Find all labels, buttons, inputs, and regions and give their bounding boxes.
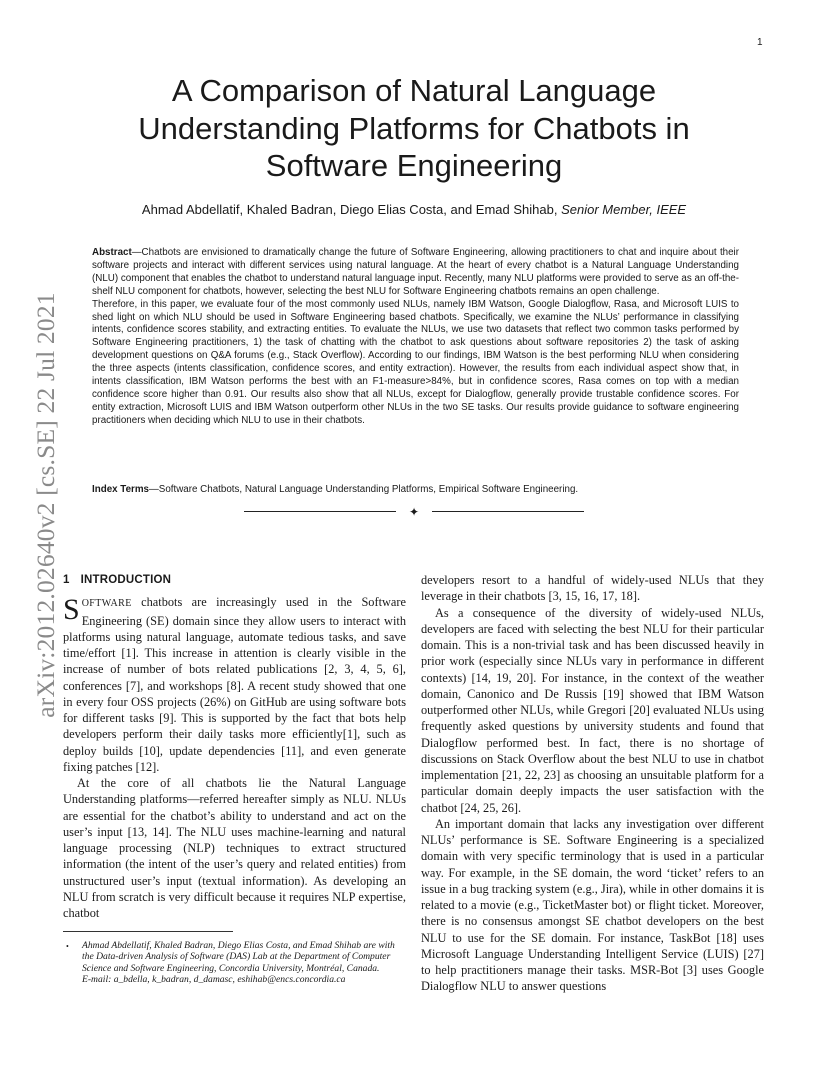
intro-paragraph-1 [63,594,406,775]
abstract-paragraph-2: Therefore, in this paper, we evaluate four of the most commonly used NLUs, namely IBM Watson, Google Dialogflow, Rasa, and Microsoft LUIS to shed light on which NLU should be used in Software Engineering based chatbots. Specifically, we examine the NLUs’ performance in classifying intents, confidence scores stability, and extracting entities. To evaluate the NLUs, we use two datasets that reflect two common tasks performed by Software Engineering practitioners, 1) the task of chatting with the chatbot to ask questions about software repositories 2) the task of asking development questions on Q&A forums (e.g., Stack Overflow). According to our findings, IBM Watson is the best performing NLU when considering the three aspects (intents classification, confidence scores, and entity extraction). However, the results from each individual aspect show that, in intents classification, IBM Watson performs the best with an F1-measure>84%, but in confidence scores, Rasa comes on top with a median confidence score higher than 0.91. Our results also show that all NLUs, except for Dialogflow, generally provide trustable confidence scores. For entity extraction, Microsoft LUIS and IBM Watson outperform other NLUs in the two SE tasks. Our results provide guidance to software engineering practitioners when deciding which NLU to use in their chatbots. [92,298,739,426]
index-terms [92,484,739,495]
abstract-text-1: —Chatbots are envisioned to dramatically change the future of Software Engineering, allowing practitioners to chat and inquire about their software projects and interact with different services using natural language. At the heart of every chatbot is a Natural Language Understanding (NLU) component that enables the chatbot to understand natural language input. Recently, many NLU platforms were provided to serve as an off-the-shelf NLU component for chatbots, however, selecting the best NLU for Software Engineering chatbots remains an open challenge. [92,247,739,297]
divider-line-left [244,511,396,512]
smallcaps-word: OFTWARE [81,598,132,610]
section-divider [244,505,584,519]
footnote-text: Ahmad Abdellatif, Khaled Badran, Diego Elias Costa, and Emad Shihab are with the Data-driven Analysis of Software (DAS) Lab at the Department of Computer Science and Software Engineering, Concordia University, Montréal, Canada. [82,940,395,974]
page-number: 1 [757,37,763,48]
intro-paragraph-1-text: chatbots are increasingly used in the Software Engineering (SE) domain since they allow users to interact with platforms using natural language, automate tedious tasks, and save time/effort [1]. This increase in attention is clearly visible in the increase of number of bots related publications [2, 3, 4, 5, 6], conferences [7], and workshops [8]. A recent study showed that one in every four OSS projects (26%) on GitHub are using software bots for different tasks [9]. This is supported by the fact that bots help developers perform their daily tasks more efficiently[1], such as deploy builds [10], update dependencies [11], and even generate fixing patches [12]. [63,595,406,774]
dropcap: S [63,593,80,627]
paper-title: A Comparison of Natural Language Understanding Platforms for Chatbots in Software Engineering [138,73,690,183]
diamond-icon: ✦ [408,505,420,519]
index-terms-text: —Software Chatbots, Natural Language Understanding Platforms, Empirical Software Engineering. [149,484,579,495]
right-paragraph-2: As a consequence of the diversity of widely-used NLUs, developers are faced with selecting the best NLU for their particular domain. This is a non-trivial task and has been discussed heavily in prior work (especially since NLUs vary in performance in different contexts) [14, 19, 20]. For instance, in the context of the weather domain, Canonico and De Russis [19] showed that IBM Watson outperformed other NLUs, while Gregori [20] evaluated NLUs using frequently asked questions by university students and found that Dialogflow performed best. In fact, there is no shortage of discussions on Stack Overflow about the best NLU to use in chatbot implementation [21, 22, 23] as choosing an unsuitable platform for a particular domain deeply impacts the user satisfaction with the chatbot [24, 25, 26]. [421,605,764,815]
abstract-paragraph-1 [92,247,739,299]
author-names: Ahmad Abdellatif, Khaled Badran, Diego Elias Costa, and Emad Shihab, [141,202,562,217]
section-title: INTRODUCTION [80,574,172,586]
footnote-email: E-mail: a_bdella, k_badran, d_damasc, eshihab@encs.concordia.ca [82,974,346,986]
author-membership: Senior Member, IEEE [561,202,687,217]
intro-paragraph-2: At the core of all chatbots lie the Natural Language Understanding platforms—referred hereafter simply as NLU. NLUs are essential for the chatbot’s ability to understand and act on the user’s input [13, 14]. The NLU uses machine-learning and natural language processing (NLP) techniques to extract structured information (the intent of the user’s query and related entities) from unstructured user’s input (textual information). As developing an NLU from scratch is very difficult because it requires NLP expertise, chatbot [63,776,406,920]
right-paragraph-1: developers resort to a handful of widely-used NLUs that they leverage in their chatbots [3, 15, 16, 17, 18]. [421,573,764,604]
author-line [60,202,768,217]
footnote-rule [63,931,233,932]
author-footnote [66,940,406,986]
arxiv-stamp-text: arXiv:2012.02640v2 [cs.SE] 22 Jul 2021 [31,292,60,718]
section-heading [63,572,406,588]
left-column [63,572,406,921]
footnote-bullet-icon: • [66,942,69,951]
abstract-label: Abstract [92,247,132,258]
abstract [92,247,739,428]
section-number: 1 [63,574,70,586]
right-column [421,572,764,995]
right-paragraph-3: An important domain that lacks any investigation over different NLUs’ performance is SE. Software Engineering is a specialized domain with very specific terminology that is used in a particular way. For example, in the SE domain, the word ‘ticket’ refers to an issue in a bug tracking system (e.g., Jira), while in other domains it is related to a movie (e.g., TicketMaster bot) or flight ticket. Moreover, there is no consensus amongst SE chatbot developers on the best NLU to use for the SE domain. For instance, TaskBot [18] uses Microsoft Language Understanding Intelligent Service (LUIS) [27] to help practitioners manage their tasks. MSR-Bot [3] uses Google Dialogflow NLU to answer questions [421,816,764,994]
divider-line-right [432,511,584,512]
index-terms-label: Index Terms [92,484,149,495]
